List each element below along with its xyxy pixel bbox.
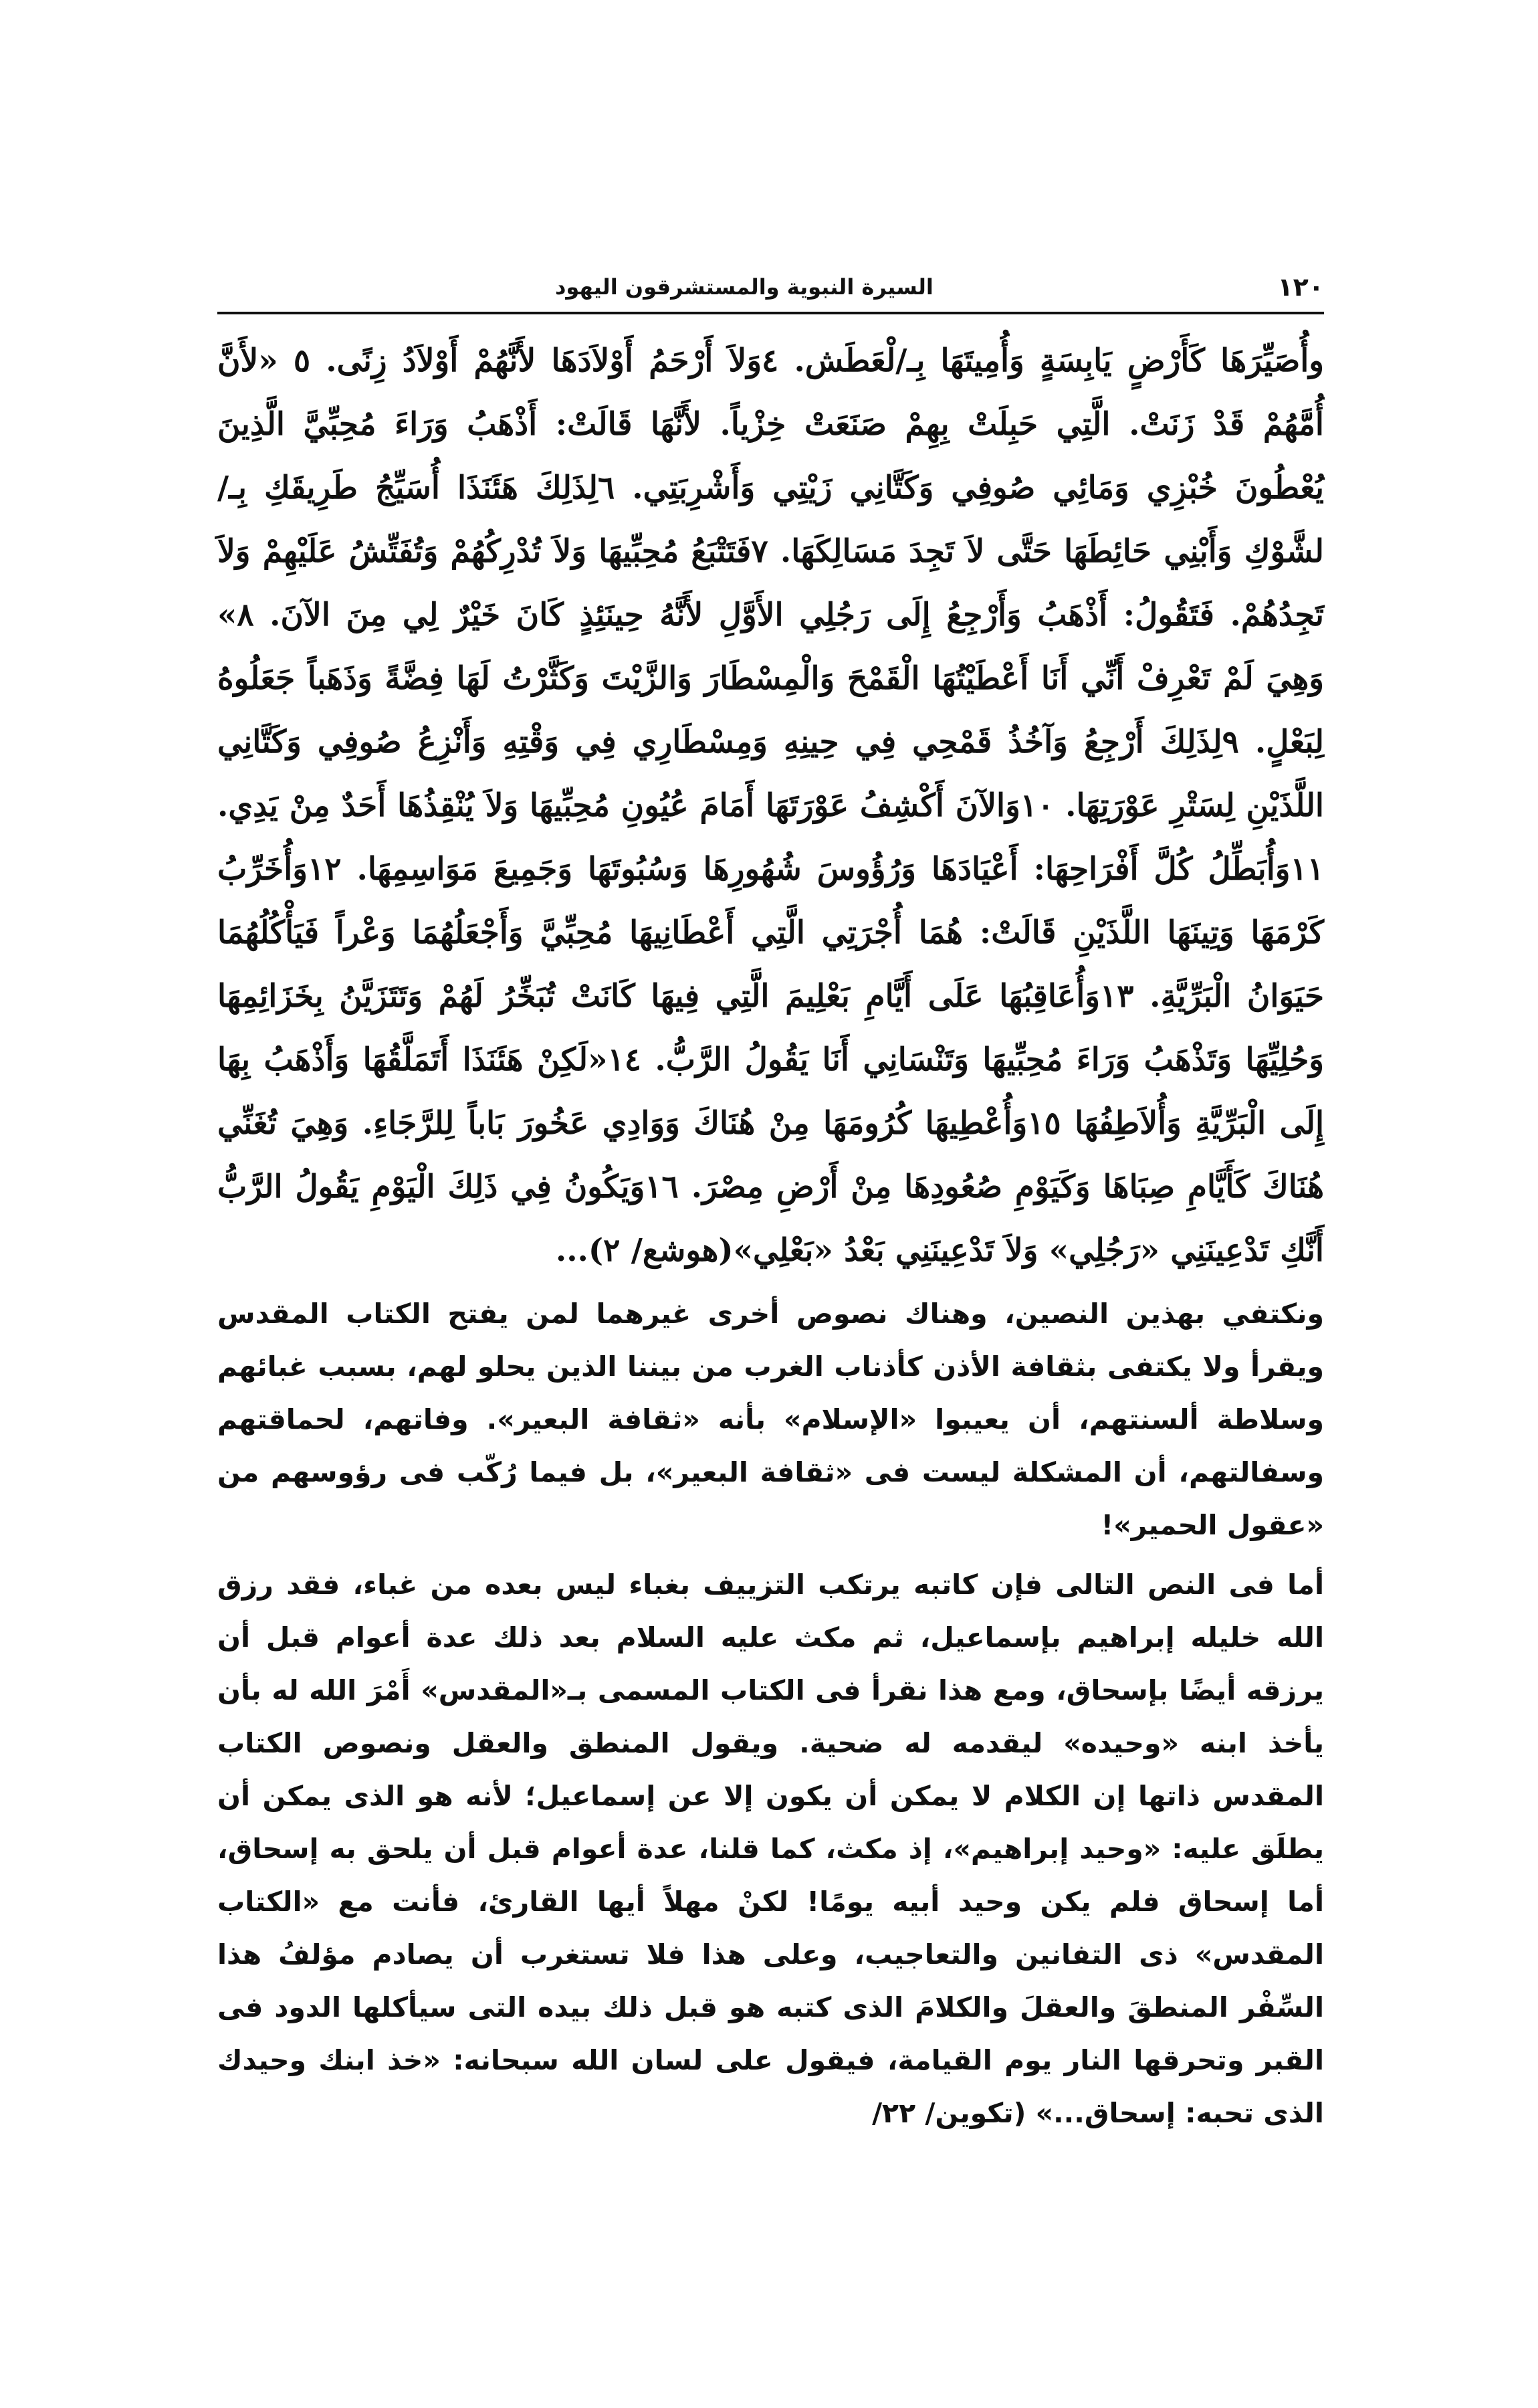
book-title: السيرة النبوية والمستشرقون اليهود <box>555 274 933 300</box>
body-paragraph-2: أما فى النص التالى فإن كاتبه يرتكب التزييف بغباء ليس بعده من غباء، فقد رزق الله خليله إبراهيم بإسماعيل، ثم مكث عليه السلام بعد ذلك عدة أعوام قبل أن يرزقه أيضًا بإسحاق، ومع هذا نقرأ فى الكتاب المسمى بـ«المقدس» أَمْرَ الله له بأن يأخذ ابنه «وحيده» ليقدمه له ضحية. ويقول المنطق والعقل ونصوص الكتاب المقدس ذاتها إن الكلام لا يمكن أن يكون إلا عن إسماعيل؛ لأنه هو الذى يمكن أن يطلَق عليه: «وحيد إبراهيم»، إذ مكث، كما قلنا، عدة أعوام قبل أن يلحق به إسحاق، أما إسحاق فلم يكن وحيد أبيه يومًا! لكنْ مهلاً أيها القارئ، فأنت مع «الكتاب المقدس» ذى التفانين والتعاجيب، وعلى هذا فلا تستغرب أن يصادم مؤلفُ هذا السِّفْر المنطقَ والعقلَ والكلامَ الذى كتبه هو قبل ذلك بيده التى سيأكلها الدود فى القبر وتحرقها النار يوم القيامة، فيقول على لسان الله سبحانه: «خذ ابنك وحيدك الذى تحبه: إسحاق...» (تكوين/ ٢٢/ <box>217 1569 1324 2129</box>
scripture-quote: وأُصَيِّرَهَا كَأَرْضٍ يَابِسَةٍ وَأُمِيتَهَا بِـ/لْعَطَش. ٤وَلاَ أَرْحَمُ أَوْلاَدَهَا لأَنَّهُمْ أَوْلاَدُ زِنًى. ٥ «لأَنَّ أُمَّهُمْ قَدْ زَنَتْ. الَّتِي حَبِلَتْ بِهِمْ صَنَعَتْ خِزْياً. لأَنَّهَا قَالَتْ: أَذْهَبُ وَرَاءَ مُحِبِّيَّ الَّذِينَ يُعْطُونَ خُبْزِي وَمَائِي صُوفِي وَكَتَّانِي زَيْتِي وَأَشْرِبَتِي. ٦لِذَلِكَ هَئَنَذَا أُسَيِّجُ طَرِيقَكِ بِـ/لشَّوْكِ وَأَبْنِي حَائِطَهَا حَتَّى لاَ تَجِدَ مَسَالِكَهَا. ٧فَتَتْبَعُ مُحِبِّيهَا وَلاَ تُدْرِكُهُمْ وَتُفَتِّشُ عَلَيْهِمْ وَلاَ تَجِدُهُمْ. فَتَقُولُ: أَذْهَبُ وَأَرْجِعُ إِلَى رَجُلِي الأَوَّلِ لأَنَّهُ حِينَئِذٍ كَانَ خَيْرٌ لِي مِنَ الآنَ. ٨» وَهِيَ لَمْ تَعْرِفْ أَنِّي أَنَا أَعْطَيْتُهَا الْقَمْحَ وَالْمِسْطَارَ وَالزَّيْتَ وَكَثَّرْتُ لَهَا فِضَّةً وَذَهَباً جَعَلُوهُ لِبَعْلٍ. ٩لِذَلِكَ أَرْجِعُ وَآخُذُ قَمْحِي فِي حِينِهِ وَمِسْطَارِي فِي وَقْتِهِ وَأَنْزِعُ صُوفِي وَكَتَّانِي اللَّذَيْنِ لِسَتْرِ عَوْرَتِهَا. ١٠وَالآنَ أَكْشِفُ عَوْرَتَهَا أَمَامَ عُيُونِ مُحِبِّيهَا وَلاَ يُنْقِذُهَا أَحَدٌ مِنْ يَدِي. ١١وَأُبَطِّلُ كُلَّ أَفْرَاحِهَا: أَعْيَادَهَا وَرُؤُوسَ شُهُورِهَا وَسُبُوتَهَا وَجَمِيعَ مَوَاسِمِهَا. ١٢وَأُخَرِّبُ كَرْمَهَا وَتِينَهَا اللَّذَيْنِ قَالَتْ: هُمَا أُجْرَتِي الَّتِي أَعْطَانِيهَا مُحِبِّيَّ وَأَجْعَلُهُمَا وَعْراً فَيَأْكُلُهُمَا حَيَوَانُ الْبَرِّيَّةِ. ١٣وَأُعَاقِبُهَا عَلَى أَيَّامِ بَعْلِيمَ الَّتِي فِيهَا كَانَتْ تُبَخِّرُ لَهُمْ وَتَتَزَيَّنُ بِخَزَائِمِهَا وَحُلِيِّهَا وَتَذْهَبُ وَرَاءَ مُحِبِّيهَا وَتَنْسَانِي أَنَا يَقُولُ الرَّبُّ. ١٤«لَكِنْ هَئَنَذَا أَتَمَلَّقُهَا وَأَذْهَبُ بِهَا إِلَى الْبَرِّيَّةِ وَأُلاَطِفُهَا ١٥وَأُعْطِيهَا كُرُومَهَا مِنْ هُنَاكَ وَوَادِي عَخُورَ بَاباً لِلرَّجَاءِ. وَهِيَ تُغَنِّي هُنَاكَ كَأَيَّامِ صِبَاهَا وَكَيَوْمِ صُعُودِهَا مِنْ أَرْضِ مِصْرَ. ١٦وَيَكُونُ فِي ذَلِكَ الْيَوْمِ يَقُولُ الرَّبُّ أَنَّكِ تَدْعِينَنِي «رَجُلِي» وَلاَ تَدْعِينَنِي بَعْدُ «بَعْلِي»(هوشع/ ٢)... <box>217 342 1325 1269</box>
page-number: ١٢٠ <box>1277 272 1324 302</box>
header-rule <box>217 312 1324 314</box>
running-head <box>217 268 1324 306</box>
body-paragraph-1: ونكتفي بهذين النصين، وهناك نصوص أخرى غيرهما لمن يفتح الكتاب المقدس ويقرأ ولا يكتفى بثقافة الأذن كأذناب الغرب من بيننا الذين يحلو لهم، بسبب غبائهم وسلاطة ألسنتهم، أن يعيبوا «الإسلام» بأنه «ثقافة البعير». وفاتهم، لحماقتهم وسفالتهم، أن المشكلة ليست فى «ثقافة البعير»، بل فيما رُكّب فى رؤوسهم من «عقول الحمير»! <box>217 1298 1324 1541</box>
